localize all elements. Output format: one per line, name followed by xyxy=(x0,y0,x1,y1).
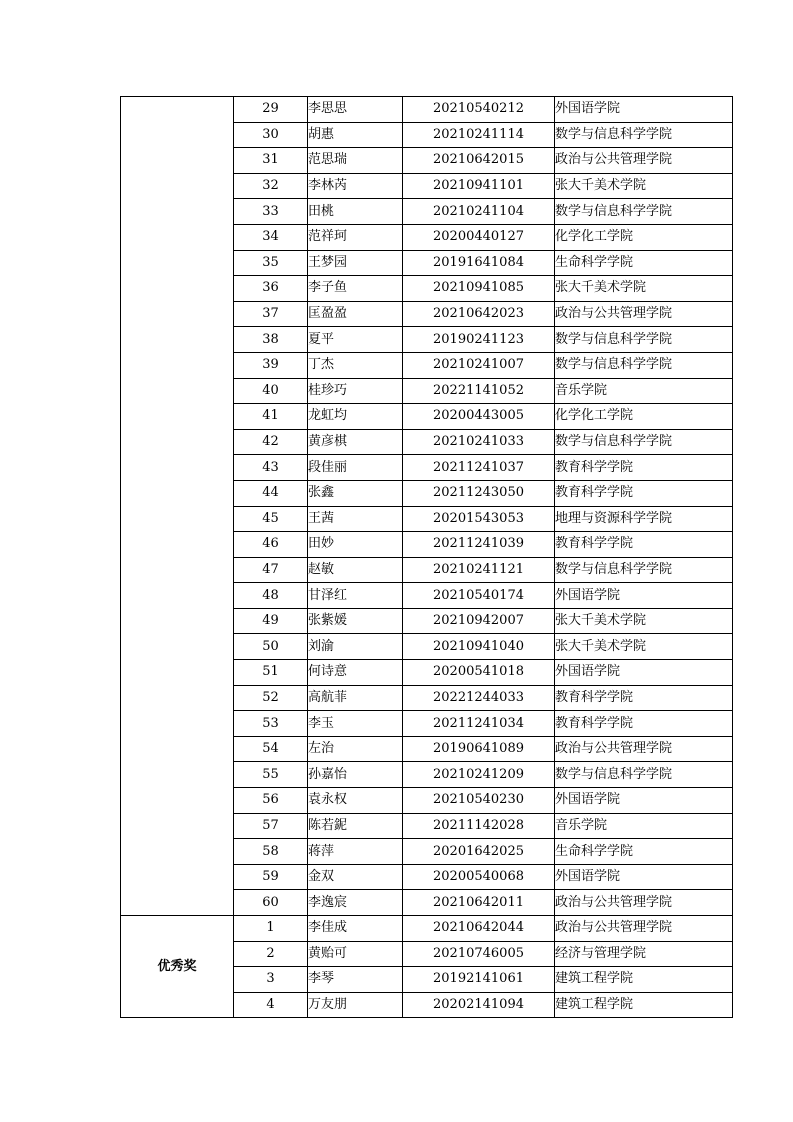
college-name: 数学与信息科学学院 xyxy=(555,327,733,353)
student-name: 李林芮 xyxy=(308,173,403,199)
college-name: 教育科学学院 xyxy=(555,455,733,481)
student-id: 20200440127 xyxy=(403,224,555,250)
student-name: 甘泽红 xyxy=(308,583,403,609)
student-id: 20200541018 xyxy=(403,660,555,686)
student-id: 20210642011 xyxy=(403,890,555,916)
student-name: 田妙 xyxy=(308,532,403,558)
row-number: 35 xyxy=(234,250,308,276)
student-name: 李佳成 xyxy=(308,916,403,942)
student-name: 夏平 xyxy=(308,327,403,353)
student-name: 袁永权 xyxy=(308,788,403,814)
student-name: 范祥珂 xyxy=(308,224,403,250)
student-id: 20210941085 xyxy=(403,276,555,302)
college-name: 外国语学院 xyxy=(555,583,733,609)
student-id: 20210241121 xyxy=(403,557,555,583)
student-id: 20211142028 xyxy=(403,813,555,839)
row-number: 29 xyxy=(234,97,308,123)
student-name: 李逸宸 xyxy=(308,890,403,916)
award-table xyxy=(120,96,733,1018)
student-id: 20210241114 xyxy=(403,122,555,148)
student-name: 王茜 xyxy=(308,506,403,532)
student-id: 20210540212 xyxy=(403,97,555,123)
student-name: 段佳丽 xyxy=(308,455,403,481)
student-name: 黄彦棋 xyxy=(308,429,403,455)
row-number: 59 xyxy=(234,864,308,890)
student-id: 20210746005 xyxy=(403,941,555,967)
college-name: 张大千美术学院 xyxy=(555,608,733,634)
student-name: 匡盈盈 xyxy=(308,301,403,327)
college-name: 生命科学学院 xyxy=(555,250,733,276)
row-number: 30 xyxy=(234,122,308,148)
student-id: 20210241033 xyxy=(403,429,555,455)
student-id: 20210941040 xyxy=(403,634,555,660)
row-number: 4 xyxy=(234,992,308,1018)
row-number: 53 xyxy=(234,711,308,737)
college-name: 外国语学院 xyxy=(555,660,733,686)
row-number: 43 xyxy=(234,455,308,481)
student-name: 胡惠 xyxy=(308,122,403,148)
student-id: 20210642023 xyxy=(403,301,555,327)
student-id: 20201543053 xyxy=(403,506,555,532)
student-name: 张鑫 xyxy=(308,480,403,506)
student-id: 20210642044 xyxy=(403,916,555,942)
student-id: 20210241007 xyxy=(403,352,555,378)
student-name: 李子鱼 xyxy=(308,276,403,302)
college-name: 化学化工学院 xyxy=(555,404,733,430)
row-number: 33 xyxy=(234,199,308,225)
row-number: 60 xyxy=(234,890,308,916)
college-name: 政治与公共管理学院 xyxy=(555,916,733,942)
student-name: 万友朋 xyxy=(308,992,403,1018)
student-name: 王梦园 xyxy=(308,250,403,276)
college-name: 数学与信息科学学院 xyxy=(555,429,733,455)
college-name: 张大千美术学院 xyxy=(555,634,733,660)
row-number: 34 xyxy=(234,224,308,250)
table-row xyxy=(121,916,733,942)
row-number: 45 xyxy=(234,506,308,532)
row-number: 46 xyxy=(234,532,308,558)
college-name: 外国语学院 xyxy=(555,788,733,814)
student-name: 高航菲 xyxy=(308,685,403,711)
student-name: 刘渝 xyxy=(308,634,403,660)
student-name: 赵敏 xyxy=(308,557,403,583)
college-name: 教育科学学院 xyxy=(555,532,733,558)
row-number: 1 xyxy=(234,916,308,942)
student-id: 20210241209 xyxy=(403,762,555,788)
college-name: 建筑工程学院 xyxy=(555,967,733,993)
college-name: 建筑工程学院 xyxy=(555,992,733,1018)
row-number: 51 xyxy=(234,660,308,686)
college-name: 教育科学学院 xyxy=(555,480,733,506)
row-number: 52 xyxy=(234,685,308,711)
college-name: 教育科学学院 xyxy=(555,711,733,737)
row-number: 58 xyxy=(234,839,308,865)
student-id: 20210540230 xyxy=(403,788,555,814)
college-name: 教育科学学院 xyxy=(555,685,733,711)
student-id: 20190241123 xyxy=(403,327,555,353)
student-name: 张紫媛 xyxy=(308,608,403,634)
award-table-body xyxy=(121,97,733,1018)
college-name: 音乐学院 xyxy=(555,378,733,404)
student-id: 20210540174 xyxy=(403,583,555,609)
college-name: 地理与资源科学学院 xyxy=(555,506,733,532)
student-id: 20190641089 xyxy=(403,736,555,762)
row-number: 48 xyxy=(234,583,308,609)
row-number: 37 xyxy=(234,301,308,327)
student-name: 龙虹均 xyxy=(308,404,403,430)
student-id: 20221141052 xyxy=(403,378,555,404)
student-name: 何诗意 xyxy=(308,660,403,686)
college-name: 数学与信息科学学院 xyxy=(555,762,733,788)
student-name: 左治 xyxy=(308,736,403,762)
student-id: 20201642025 xyxy=(403,839,555,865)
student-id: 20200540068 xyxy=(403,864,555,890)
student-id: 20202141094 xyxy=(403,992,555,1018)
row-number: 32 xyxy=(234,173,308,199)
student-name: 孙嘉怡 xyxy=(308,762,403,788)
row-number: 41 xyxy=(234,404,308,430)
student-id: 20191641084 xyxy=(403,250,555,276)
student-id: 20210941101 xyxy=(403,173,555,199)
student-id: 20200443005 xyxy=(403,404,555,430)
student-id: 20210241104 xyxy=(403,199,555,225)
student-id: 20192141061 xyxy=(403,967,555,993)
category-excellent-award: 优秀奖 xyxy=(121,916,234,1018)
row-number: 49 xyxy=(234,608,308,634)
college-name: 政治与公共管理学院 xyxy=(555,301,733,327)
college-name: 张大千美术学院 xyxy=(555,276,733,302)
row-number: 38 xyxy=(234,327,308,353)
student-id: 20210642015 xyxy=(403,148,555,174)
student-id: 20211241039 xyxy=(403,532,555,558)
row-number: 36 xyxy=(234,276,308,302)
row-number: 2 xyxy=(234,941,308,967)
college-name: 经济与管理学院 xyxy=(555,941,733,967)
college-name: 数学与信息科学学院 xyxy=(555,199,733,225)
student-name: 黄贻可 xyxy=(308,941,403,967)
row-number: 54 xyxy=(234,736,308,762)
row-number: 57 xyxy=(234,813,308,839)
student-id: 20221244033 xyxy=(403,685,555,711)
student-name: 陈若鈮 xyxy=(308,813,403,839)
row-number: 3 xyxy=(234,967,308,993)
college-name: 数学与信息科学学院 xyxy=(555,557,733,583)
college-name: 政治与公共管理学院 xyxy=(555,736,733,762)
row-number: 55 xyxy=(234,762,308,788)
college-name: 政治与公共管理学院 xyxy=(555,148,733,174)
row-number: 40 xyxy=(234,378,308,404)
college-name: 外国语学院 xyxy=(555,97,733,123)
student-id: 20211243050 xyxy=(403,480,555,506)
student-name: 桂珍巧 xyxy=(308,378,403,404)
college-name: 化学化工学院 xyxy=(555,224,733,250)
college-name: 政治与公共管理学院 xyxy=(555,890,733,916)
row-number: 56 xyxy=(234,788,308,814)
student-name: 李思思 xyxy=(308,97,403,123)
category-cell-continued xyxy=(121,97,234,916)
student-name: 李玉 xyxy=(308,711,403,737)
row-number: 50 xyxy=(234,634,308,660)
row-number: 44 xyxy=(234,480,308,506)
row-number: 42 xyxy=(234,429,308,455)
college-name: 张大千美术学院 xyxy=(555,173,733,199)
row-number: 47 xyxy=(234,557,308,583)
student-name: 李琴 xyxy=(308,967,403,993)
row-number: 39 xyxy=(234,352,308,378)
college-name: 音乐学院 xyxy=(555,813,733,839)
student-name: 田桃 xyxy=(308,199,403,225)
table-row xyxy=(121,97,733,123)
student-name: 范思瑞 xyxy=(308,148,403,174)
row-number: 31 xyxy=(234,148,308,174)
student-id: 20211241037 xyxy=(403,455,555,481)
college-name: 外国语学院 xyxy=(555,864,733,890)
college-name: 数学与信息科学学院 xyxy=(555,352,733,378)
student-id: 20211241034 xyxy=(403,711,555,737)
student-id: 20210942007 xyxy=(403,608,555,634)
student-name: 丁杰 xyxy=(308,352,403,378)
student-name: 金双 xyxy=(308,864,403,890)
student-name: 蒋萍 xyxy=(308,839,403,865)
college-name: 数学与信息科学学院 xyxy=(555,122,733,148)
college-name: 生命科学学院 xyxy=(555,839,733,865)
